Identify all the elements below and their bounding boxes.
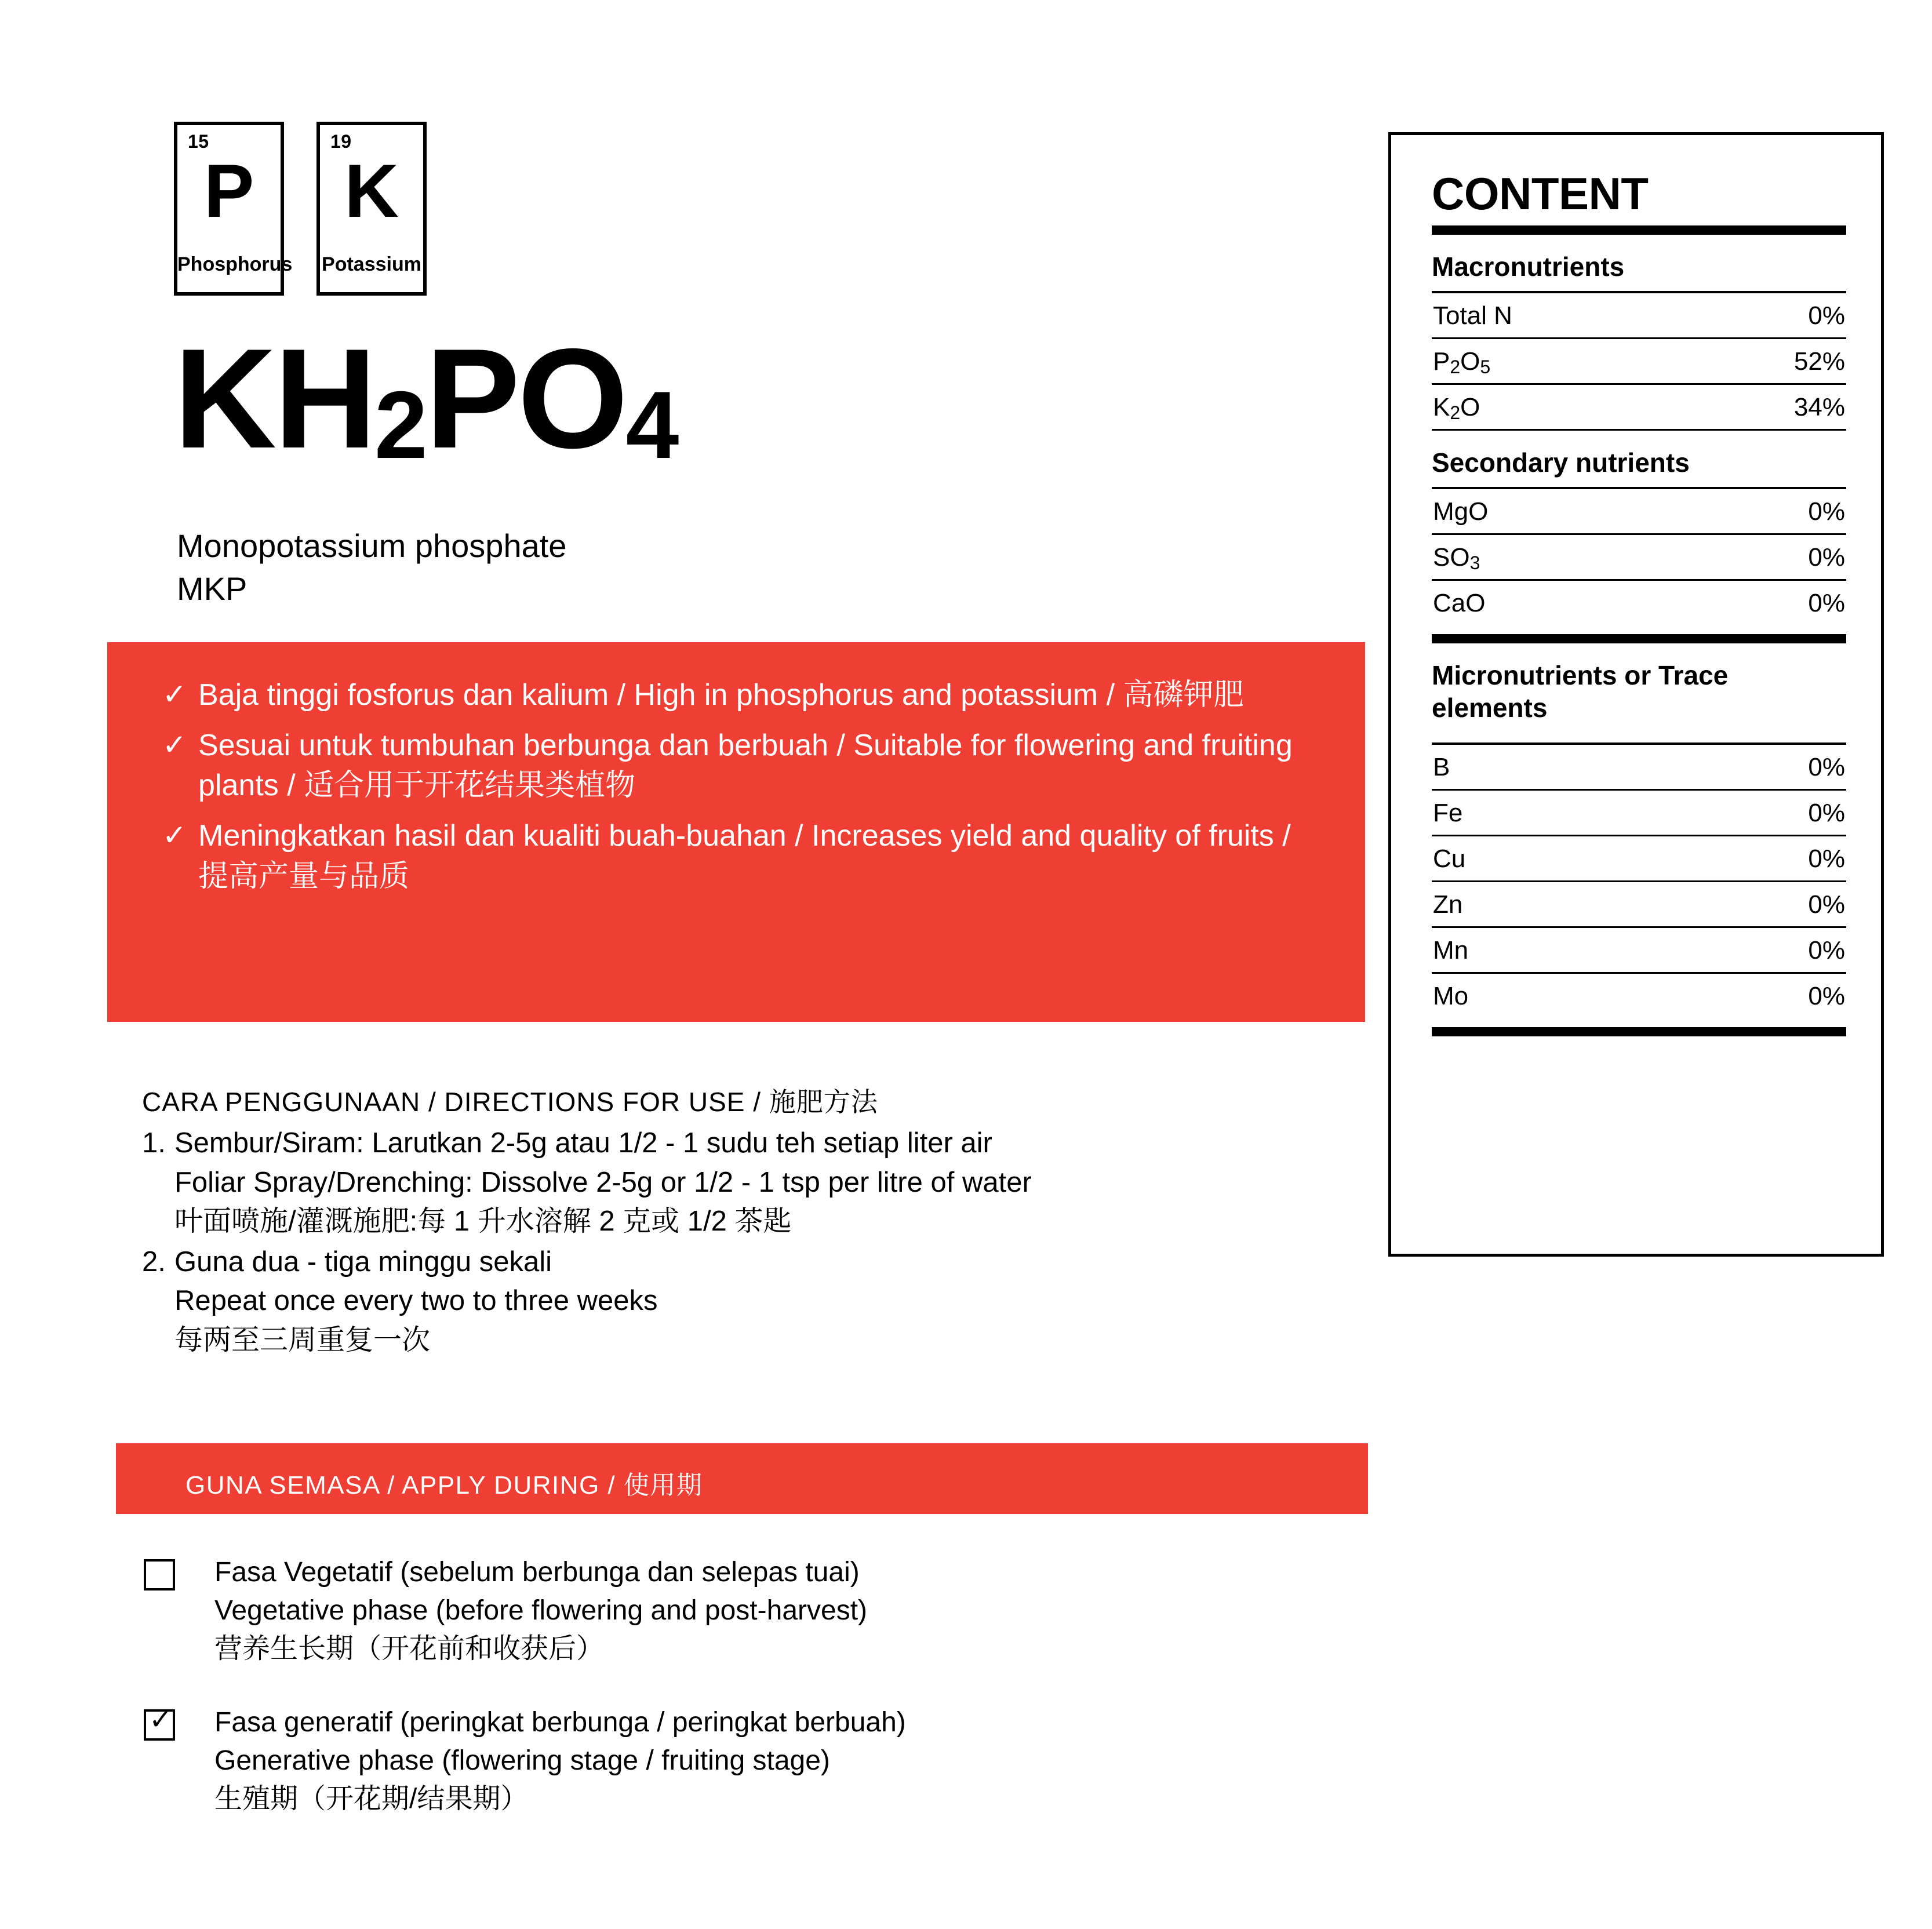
direction-line: Repeat once every two to three weeks [174,1285,658,1317]
nutrient-label-sub: 3 [1469,552,1480,574]
direction-line: 每两至三周重复一次 [174,1324,431,1356]
nutrient-label-tail: O [1460,347,1480,376]
benefit-item [162,816,1327,896]
direction-line: Foliar Spray/Drenching: Dissolve 2-5g or 1/2 - 1 tsp per litre of water [174,1166,1032,1198]
element-atomic-number: 19 [330,131,352,152]
phase-line: Vegetative phase (before flowering and post-harvest) [214,1595,868,1626]
nutrient-label [1433,543,1480,572]
phase-line: Fasa generatif (peringkat berbunga / peringkat berbuah) [214,1706,906,1738]
chemical-name-abbrev: MKP [177,570,248,607]
nutrient-label-main: SO [1433,543,1470,572]
nutrient-row [1432,581,1846,625]
formula-part-2: PO [425,319,626,478]
direction-number: 1. [142,1127,166,1159]
nutrient-label-sub2: 5 [1480,356,1491,378]
nutrient-row [1432,836,1846,882]
nutrient-row [1432,293,1846,339]
nutrient-label: MgO [1433,497,1489,526]
formula-subscript-2: 4 [625,372,677,478]
phase-item-vegetative [144,1553,1361,1669]
element-symbol: P [203,148,254,233]
check-icon: ✓ [162,678,187,711]
check-icon: ✓ [162,729,187,762]
nutrient-label-sub: 2 [1450,402,1461,424]
divider [1432,225,1846,235]
element-badges [174,122,427,296]
phase-line: Fasa Vegetatif (sebelum berbunga dan selepas tuai) [214,1557,860,1588]
element-badge-phosphorus [174,122,293,296]
nutrient-label: Fe [1433,798,1463,827]
element-name: Potassium [322,253,421,275]
nutrient-label [1433,393,1480,422]
nutrient-value: 0% [1808,844,1845,873]
phase-line: 生殖期（开花期/结果期） [214,1784,529,1815]
phase-lines [214,1704,906,1819]
check-icon: ✓ [162,819,187,852]
benefit-text: Meningkatkan hasil dan kualiti buah-buahan / Increases yield and quality of fruits / 提高产量与品质 [198,819,1291,893]
direction-lines [174,1243,657,1360]
nutrient-row [1432,745,1846,791]
nutrient-value: 0% [1808,589,1845,618]
divider [1432,634,1846,643]
nutrient-row [1432,928,1846,974]
directions-heading: CARA PENGGUNAAN / DIRECTIONS FOR USE / 施肥方法 [142,1087,878,1117]
nutrient-row [1432,791,1846,836]
benefit-text: Baja tinggi fosforus dan kalium / High in phosphorus and potassium / 高磷钾肥 [198,678,1244,712]
phase-item-generative [144,1704,1361,1819]
nutrient-value: 0% [1808,752,1845,781]
element-atomic-number: 15 [188,131,209,152]
content-panel [1388,132,1884,1257]
nutrient-label-sub: 2 [1450,356,1461,378]
direction-lines [174,1124,1032,1242]
phase-checkbox-vegetative[interactable] [144,1559,175,1590]
phase-line: Generative phase (flowering stage / fruiting stage) [214,1745,830,1776]
nutrient-label-main: P [1433,347,1450,376]
nutrient-row [1432,535,1846,581]
nutrient-label: Mo [1433,981,1469,1010]
content-section-heading-macronutrients: Macronutrients [1432,252,1625,282]
formula-part-1: KH [174,319,374,478]
nutrient-value: 52% [1793,347,1845,376]
nutrient-value: 0% [1808,890,1845,919]
nutrient-row [1432,489,1846,535]
benefit-item [162,726,1327,806]
content-section-heading-secondary: Secondary nutrients [1432,447,1690,478]
element-name: Phosphorus [177,253,293,275]
nutrient-row [1432,974,1846,1018]
phase-line: 营养生长期（开花前和收获后） [214,1633,605,1665]
nutrient-row [1432,339,1846,385]
direction-line: Guna dua - tiga minggu sekali [174,1246,552,1277]
nutrient-label: Mn [1433,936,1469,964]
nutrient-row [1432,882,1846,928]
nutrient-value: 0% [1808,497,1845,526]
content-section-heading-micronutrients: Micronutrients or Trace elements [1432,660,1729,723]
benefit-item [162,675,1327,715]
chemical-name-block [177,525,566,610]
nutrient-label: Cu [1433,844,1466,873]
nutrient-value: 34% [1793,393,1845,422]
direction-number: 2. [142,1246,166,1277]
nutrient-label: Total N [1433,301,1512,330]
content-panel-title: CONTENT [1432,168,1649,219]
nutrient-value: 0% [1808,936,1845,964]
nutrient-label [1433,347,1490,376]
phase-lines [214,1553,867,1669]
benefit-text: Sesuai untuk tumbuhan berbunga dan berbuah / Suitable for flowering and fruiting plants / 适合用于开花结果类植物 [198,729,1293,803]
chemical-name-full: Monopotassium phosphate [177,527,567,564]
nutrient-label-tail: O [1460,393,1480,422]
direction-line: 叶面喷施/灌溉施肥:每 1 升水溶解 2 克或 1/2 茶匙 [174,1206,792,1238]
application-phases [144,1553,1361,1853]
divider [1432,1027,1846,1036]
chemical-formula [174,319,677,478]
nutrient-label: CaO [1433,589,1486,618]
nutrient-label: Zn [1433,890,1463,919]
element-badge-potassium [316,122,427,296]
nutrient-label: B [1433,752,1450,781]
element-symbol: K [344,148,399,233]
nutrient-label-main: K [1433,393,1450,422]
phase-checkbox-generative[interactable] [144,1709,175,1741]
directions-section [142,1081,1359,1360]
direction-item [142,1243,1359,1360]
nutrient-value: 0% [1808,798,1845,827]
formula-subscript-1: 2 [374,372,425,478]
benefits-list [162,675,1327,907]
nutrient-value: 0% [1808,543,1845,572]
apply-during-label: GUNA SEMASA / APPLY DURING / 使用期 [185,1471,703,1499]
apply-during-bar [116,1443,1368,1514]
direction-item [142,1124,1359,1242]
nutrient-row [1432,385,1846,431]
nutrient-value: 0% [1808,301,1845,330]
nutrient-value: 0% [1808,981,1845,1010]
direction-line: Sembur/Siram: Larutkan 2-5g atau 1/2 - 1 sudu teh setiap liter air [174,1127,992,1159]
